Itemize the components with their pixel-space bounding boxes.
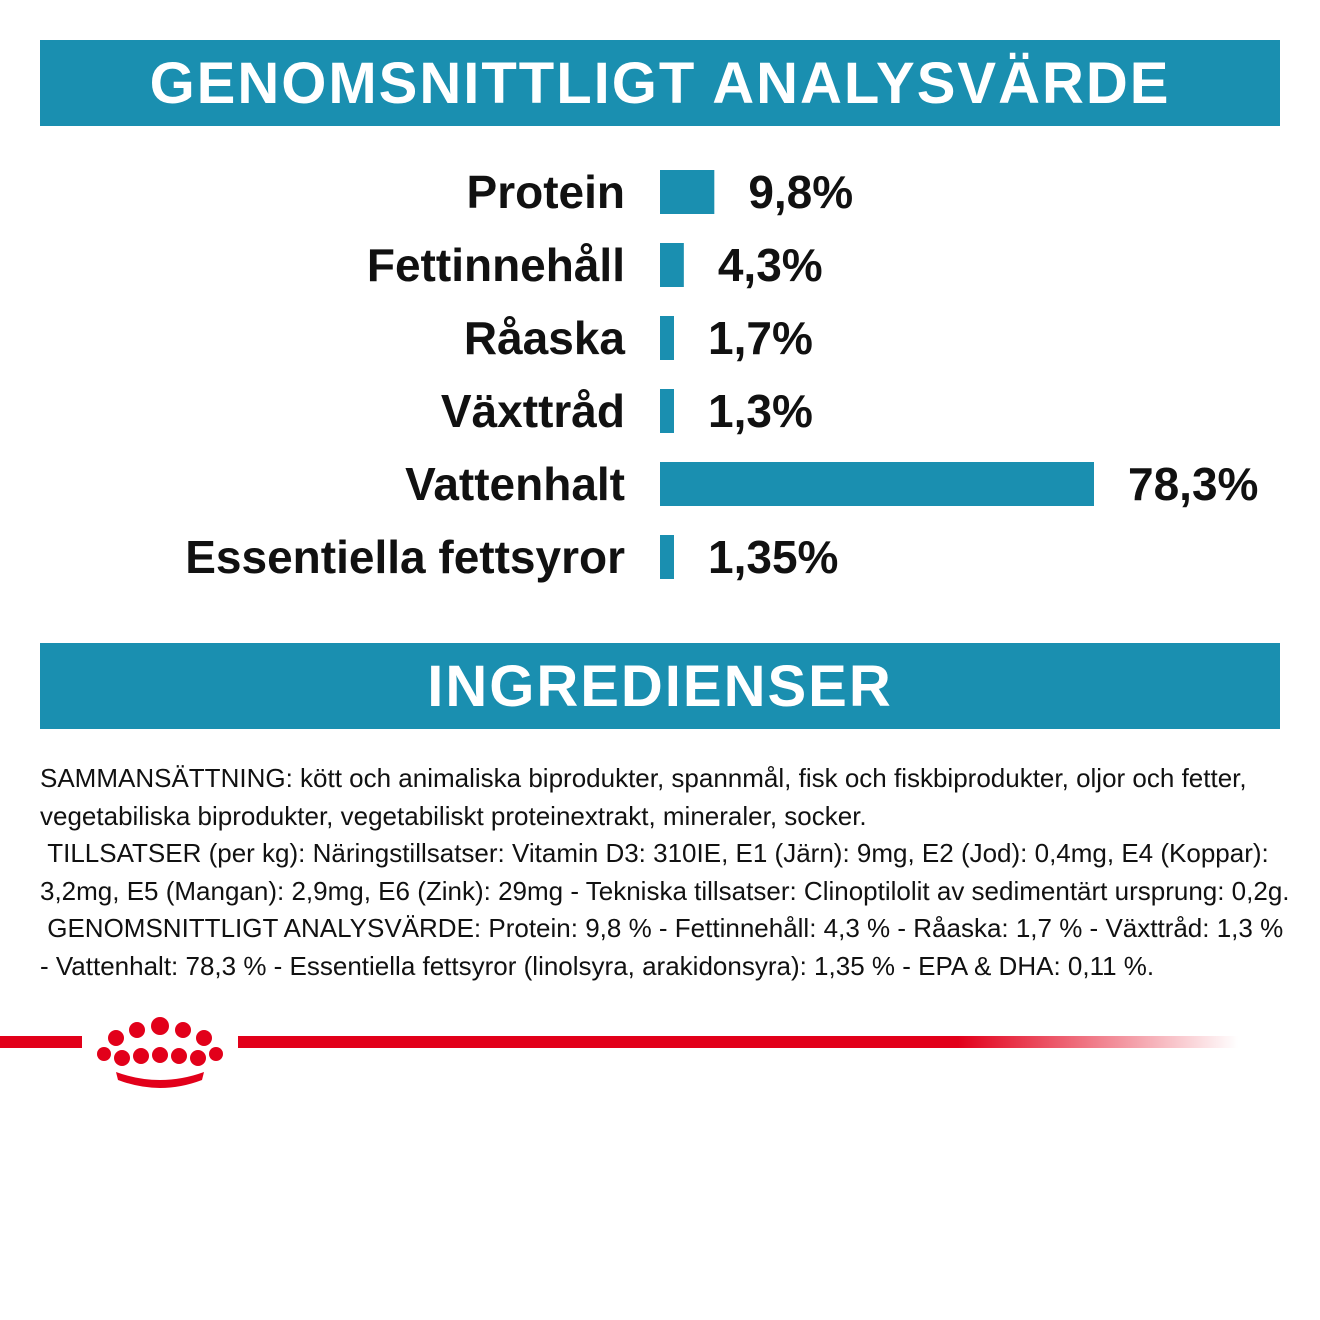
category-label: Växttråd bbox=[440, 385, 625, 437]
category-label: Fettinnehåll bbox=[366, 239, 625, 291]
ingredients-header-banner bbox=[40, 643, 1280, 729]
analysis-paragraph: GENOMSNITTLIGT ANALYSVÄRDE: Protein: 9,8 % - Fettinnehåll: 4,3 % - Råaska: 1,7 % - Växttråd: 1,3 % - Vattenhalt: 78,3 % - Essentiella fettsyror (linolsyra, arakidonsyra): 1,35 % - EPA & DHA: 0,11 %. bbox=[40, 913, 1291, 981]
brand-footer bbox=[0, 1000, 1320, 1110]
value-label: 1,7% bbox=[708, 312, 813, 364]
bar bbox=[660, 243, 684, 287]
analysis-header-banner bbox=[40, 40, 1280, 126]
category-label: Essentiella fettsyror bbox=[185, 531, 625, 583]
brand-line-left bbox=[0, 1036, 82, 1048]
bar bbox=[660, 389, 674, 433]
ingredients-text bbox=[40, 760, 1290, 985]
composition-paragraph: SAMMANSÄTTNING: kött och animaliska biprodukter, spannmål, fisk och fiskbiprodukter, oljor och fetter, vegetabiliska biprodukter, vegetabiliskt proteinextrakt, mineraler, socker. bbox=[40, 763, 1254, 831]
category-label: Råaska bbox=[463, 312, 625, 364]
analysis-title: GENOMSNITTLIGT ANALYSVÄRDE bbox=[149, 50, 1171, 116]
category-label: Protein bbox=[466, 166, 625, 218]
brand-line-right bbox=[238, 1036, 1238, 1048]
bar bbox=[660, 170, 714, 214]
bar bbox=[660, 535, 674, 579]
crown-icon bbox=[97, 1017, 223, 1088]
analysis-bar-chart bbox=[0, 150, 1320, 600]
value-label: 9,8% bbox=[748, 166, 854, 218]
bar bbox=[660, 462, 1094, 506]
value-label: 1,35% bbox=[708, 531, 839, 583]
category-label: Vattenhalt bbox=[405, 458, 625, 510]
value-label: 1,3% bbox=[708, 385, 813, 437]
additives-paragraph: TILLSATSER (per kg): Näringstillsatser: Vitamin D3: 310IE, E1 (Järn): 9mg, E2 (Jod): 0,4mg, E4 (Koppar): 3,2mg, E5 (Mangan): 2,9mg, E6 (Zink): 29mg - Tekniska tillsatser: Clinoptilolit av sedimentärt ursprung: 0,2g. bbox=[40, 838, 1290, 906]
value-label: 4,3% bbox=[717, 239, 823, 291]
value-label: 78,3% bbox=[1128, 458, 1259, 510]
ingredients-title: INGREDIENSER bbox=[427, 653, 893, 719]
bar bbox=[660, 316, 674, 360]
